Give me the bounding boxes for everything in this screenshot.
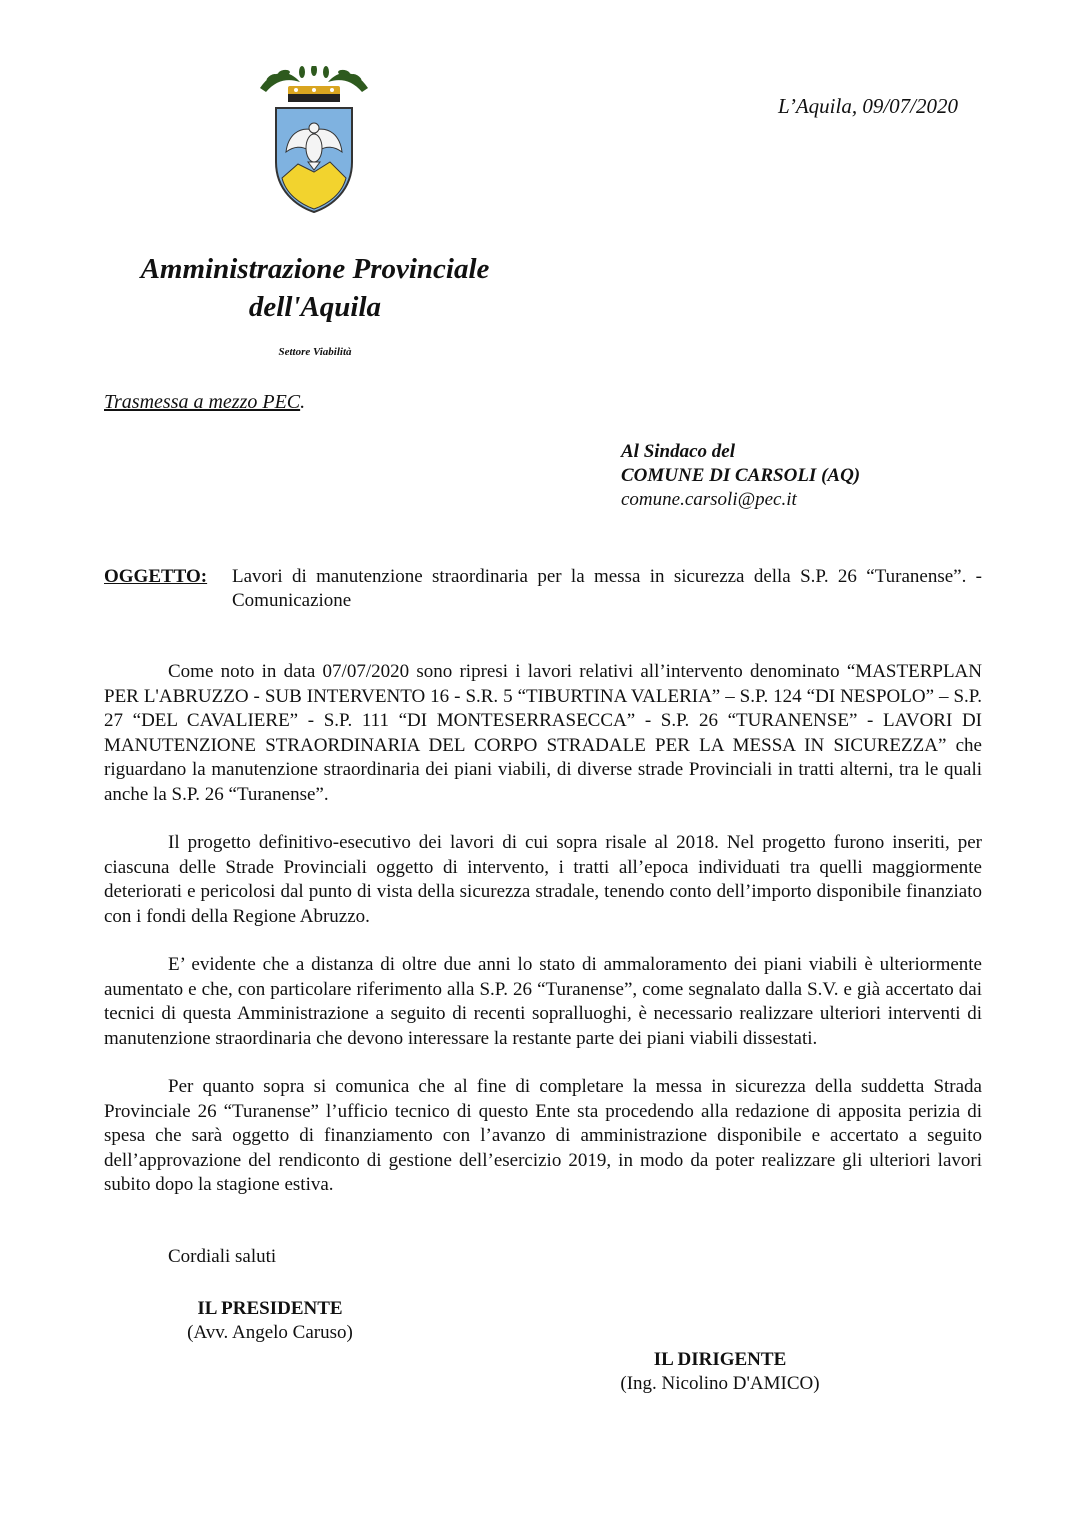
recipient-block	[621, 440, 860, 512]
director-title: IL DIRIGENTE	[653, 1349, 787, 1370]
body-paragraph-1: Come noto in data 07/07/2020 sono ripresi i lavori relativi all’intervento denominato “MASTERPLAN PER L'ABRUZZO - SUB INTERVENTO 16 - S.R. 5 “TIBURTINA VALERIA” – S.P. 124 “DI NESPOLO” – S.P. 27 “DEL CAVALIERE” - S.P. 111 “DI MONTESERRASECCA” - S.P. 26 “TURANENSE” - LAVORI DI MANUTENZIONE STRAORDINARIA DEL CORPO STRADALE PER LA MESSA IN SICUREZZA” che riguardano la manutenzione straordinaria dei piani viabili, di diverse strade Provinciali in tratti alterni, tra le quali anche la S.P. 26 “Turanense”.	[104, 661, 982, 805]
organization-name-line2: dell'Aquila	[248, 291, 382, 323]
subject-text: Lavori di manutenzione straordinaria per la messa in sicurezza della S.P. 26 “Turanense”. - Comunicazione	[232, 566, 982, 611]
transmission-label: Trasmessa a mezzo PEC	[104, 391, 301, 413]
body-paragraph-4: Per quanto sopra si comunica che al fine di completare la messa in sicurezza della suddetta Strada Provinciale 26 “Turanense” l’ufficio tecnico di questo Ente sta procedendo alla redazione di apposita perizia di spesa che sarà oggetto di finanziamento con l’avanzo di amministrazione disponibile e accertato a seguito dell’approvazione del rendiconto di gestione dell’esercizio 2019, in modo da poter realizzare gli ulteriori lavori subito dopo la stagione estiva.	[104, 1076, 982, 1195]
subject-label: OGGETTO:	[104, 566, 208, 587]
transmission-suffix: .	[300, 391, 306, 413]
sector-name: Settore Viabilità	[278, 346, 352, 358]
president-title: IL PRESIDENTE	[197, 1298, 343, 1319]
organization-name	[100, 250, 530, 326]
province-coat-of-arms-icon	[258, 66, 370, 214]
crown	[288, 86, 340, 102]
letter-body	[104, 660, 982, 1198]
subject-block	[104, 565, 982, 613]
body-paragraph-3: E’ evidente che a distanza di oltre due anni lo stato di ammaloramento dei piani viabili è ulteriormente aumentato e che, con particolare riferimento alla S.P. 26 “Turanense”, come segnalato dalla S.V. e già accertato dai tecnici di questa Amministrazione a seguito di recenti sopralluoghi, è necessario realizzare ulteriori interventi di manutenzione straordinaria che devono interessare la restante parte dei piani viabili dissestati.	[104, 954, 982, 1049]
president-name: (Avv. Angelo Caruso)	[187, 1322, 353, 1343]
organization-name-line1: Amministrazione Provinciale	[140, 253, 490, 285]
recipient-email: comune.carsoli@pec.it	[621, 489, 797, 510]
closing-salutation: Cordiali saluti	[168, 1246, 277, 1267]
director-name: (Ing. Nicolino D'AMICO)	[620, 1373, 820, 1394]
president-signature	[160, 1297, 380, 1345]
body-paragraph-2: Il progetto definitivo-esecutivo dei lavori di cui sopra risale al 2018. Nel progetto furono inseriti, per ciascuna delle Strade Provinciali oggetto di intervento, i tratti all’epoca individuati tra quelli maggiormente deteriorati e pericolosi dal punto di vista della sicurezza stradale, tenendo conto dell’importo disponibile finanziato con i fondi della Regione Abruzzo.	[104, 832, 982, 927]
letter-date: L’Aquila, 09/07/2020	[777, 94, 958, 118]
recipient-line1: Al Sindaco del	[621, 441, 736, 462]
director-signature	[570, 1348, 870, 1396]
transmission-note	[104, 391, 305, 414]
recipient-line2: COMUNE DI CARSOLI (AQ)	[621, 465, 861, 486]
